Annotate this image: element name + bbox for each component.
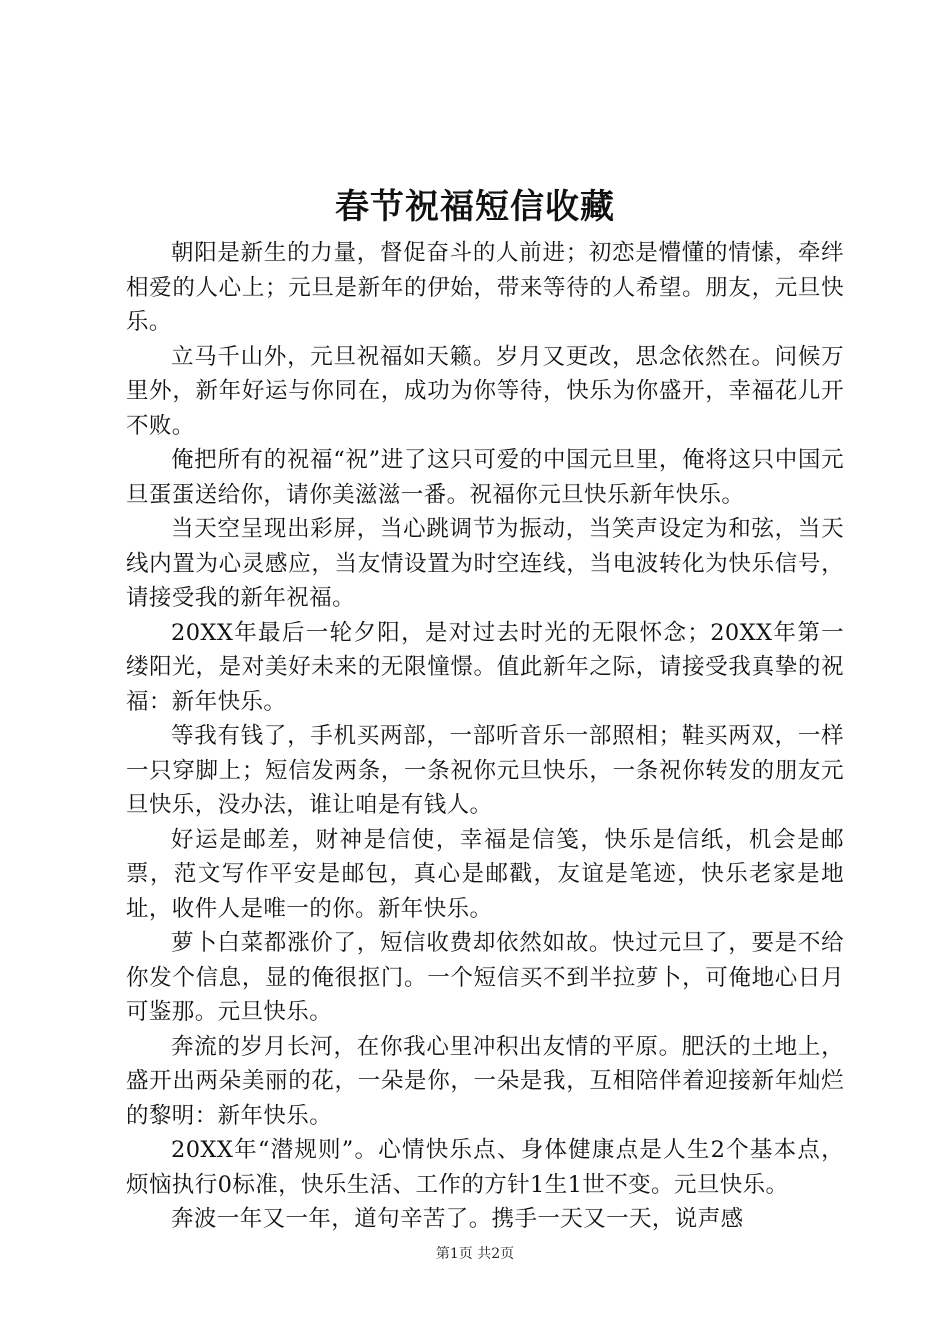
paragraph: 萝卜白菜都涨价了，短信收费却依然如故。快过元旦了，要是不给你发个信息，显的俺很抠门。一个短信买不到半拉萝卜，可俺地心日月可鉴那。元旦快乐。: [126, 930, 844, 1025]
paragraph: 20XX年“潜规则”。心情快乐点、身体健康点是人生2个基本点，烦恼执行0标准，快乐生活、工作的方针1生1世不变。元旦快乐。: [126, 1137, 844, 1198]
paragraph: 俺把所有的祝福“祝”进了这只可爱的中国元旦里，俺将这只中国元旦蛋蛋送给你，请你美滋滋一番。祝福你元旦快乐新年快乐。: [126, 447, 844, 508]
paragraph: 等我有钱了，手机买两部，一部听音乐一部照相；鞋买两双，一样一只穿脚上；短信发两条，一条祝你元旦快乐，一条祝你转发的朋友元旦快乐，没办法，谁让咱是有钱人。: [126, 723, 844, 818]
paragraph: 当天空呈现出彩屏，当心跳调节为振动，当笑声设定为和弦，当天线内置为心灵感应，当友情设置为时空连线，当电波转化为快乐信号，请接受我的新年祝福。: [126, 516, 844, 611]
paragraph: 朝阳是新生的力量，督促奋斗的人前进；初恋是懵懂的情愫，牵绊相爱的人心上；元旦是新年的伊始，带来等待的人希望。朋友，元旦快乐。: [126, 240, 844, 335]
paragraph: 奔波一年又一年，道句辛苦了。携手一天又一天，说声感: [171, 1206, 744, 1232]
paragraph: 立马千山外，元旦祝福如天籁。岁月又更改，思念依然在。问候万里外，新年好运与你同在，成功为你等待，快乐为你盛开，幸福花儿开不败。: [126, 343, 844, 439]
document-title: 春节祝福短信收藏: [335, 187, 615, 227]
paragraph: 20XX年最后一轮夕阳，是对过去时光的无限怀念；20XX年第一缕阳光，是对美好未来的无限憧憬。值此新年之际，请接受我真挚的祝福：新年快乐。: [126, 619, 844, 715]
paragraph: 奔流的岁月长河，在你我心里冲积出友情的平原。肥沃的土地上，盛开出两朵美丽的花，一朵是你，一朵是我，互相陪伴着迎接新年灿烂的黎明：新年快乐。: [126, 1033, 844, 1129]
page-footer: 第1页 共2页: [435, 1246, 515, 1262]
document-body: [126, 236, 844, 1237]
paragraph: 好运是邮差，财神是信使，幸福是信笺，快乐是信纸，机会是邮票，范文写作平安是邮包，真心是邮戳，友谊是笔迹，快乐老家是地址，收件人是唯一的你。新年快乐。: [126, 826, 844, 922]
